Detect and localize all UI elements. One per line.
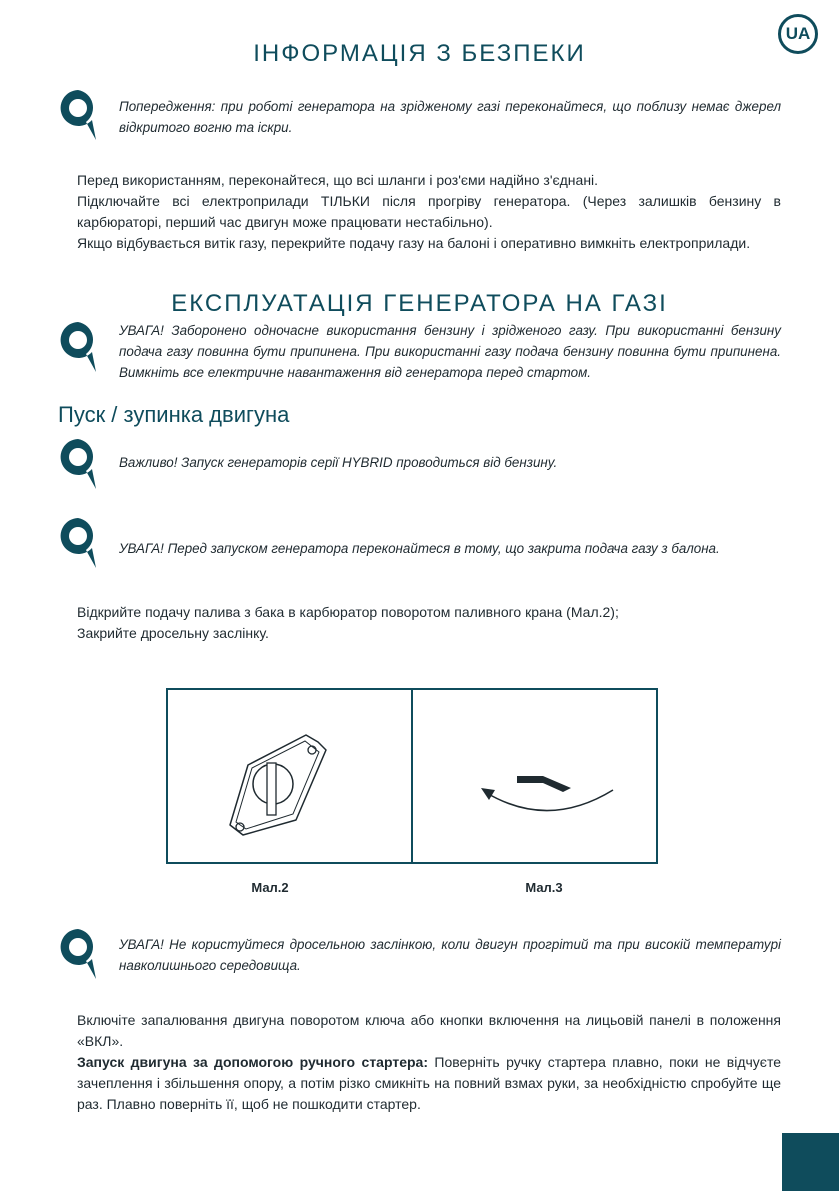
manual-starter-text: Поверніть ручку стартера плавно, поки не відчуєте зачеплення і збільшення опору, а потім різко смикніть на повний взмах руки, за необхідністю спробуйте ще раз. Плавно поверніть її, щоб не пошкодити стартер. [77, 1054, 781, 1112]
gas-section-title: ЕКСПЛУАТАЦІЯ ГЕНЕРАТОРА НА ГАЗІ [171, 290, 668, 317]
gas-warning-note: УВАГА! Заборонено одночасне використання бензину і зрідженого газу. При використанні бензину подача газу повинна бути припинена. При використанні газу подача бензину повинна бути припинена. Вимкніть все електричне навантаження від генератора перед стартом. [119, 323, 781, 380]
paragraph-fuel-valve: Відкрийте подачу палива з бака в карбюратор поворотом паливного крана (Мал.2); [77, 604, 619, 620]
safety-warning-note: Попередження: при роботі генератора на зрідженому газі переконайтеся, що поблизу немає джерел відкритого вогню та іскри. [119, 99, 781, 135]
paragraph-manual-starter [77, 1052, 781, 1115]
warning-pin-icon [58, 320, 98, 374]
language-badge: UA [778, 14, 818, 54]
safety-section-title: ІНФОРМАЦІЯ З БЕЗПЕКИ [253, 40, 586, 67]
warning-pin-icon [58, 88, 98, 142]
figure-2-caption: Мал.2 [251, 880, 289, 895]
page-corner-tab [782, 1133, 839, 1191]
paragraph-gas-leak: Якщо відбувається витік газу, перекрийте подачу газу на балоні і оперативно вимкніть електроприлади. [77, 235, 751, 251]
safety-instructions [77, 170, 781, 254]
choke-warning-note: УВАГА! Не користуйтеся дросельною заслінкою, коли двигун прогрітий та при високій температурі навколишнього середовища. [119, 937, 781, 973]
hybrid-start-note: Важливо! Запуск генераторів серії HYBRID проводиться від бензину. [119, 455, 558, 470]
warning-pin-icon [58, 927, 98, 981]
manual-starter-label: Запуск двигуна за допомогою ручного стартера: [77, 1054, 428, 1070]
paragraph-choke: Закрийте дросельну заслінку. [77, 625, 269, 641]
fuel-instructions [77, 602, 781, 644]
start-stop-heading: Пуск / зупинка двигуна [58, 402, 290, 427]
choke-lever-illustration [413, 690, 656, 862]
fuel-valve-illustration [168, 690, 411, 862]
gas-valve-note: УВАГА! Перед запуском генератора переконайтеся в тому, що закрита подача газу з балона. [119, 541, 720, 556]
warning-pin-icon [58, 437, 98, 491]
figure-3-caption: Мал.3 [525, 880, 563, 895]
paragraph-ignition: Включіте запалювання двигуна поворотом ключа або кнопки включення на лицьовій панелі в положення «ВКЛ». [77, 1012, 781, 1049]
paragraph-appliances: Підключайте всі електроприлади ТІЛЬКИ після прогріву генератора. (Через залишків бензину в карбюраторі, перший час двигун може працювати нестабільно). [77, 193, 781, 230]
ignition-instructions [77, 1010, 781, 1115]
warning-pin-icon [58, 516, 98, 570]
paragraph-connections: Перед використанням, переконайтеся, що всі шланги і роз'єми надійно з'єднані. [77, 172, 599, 188]
